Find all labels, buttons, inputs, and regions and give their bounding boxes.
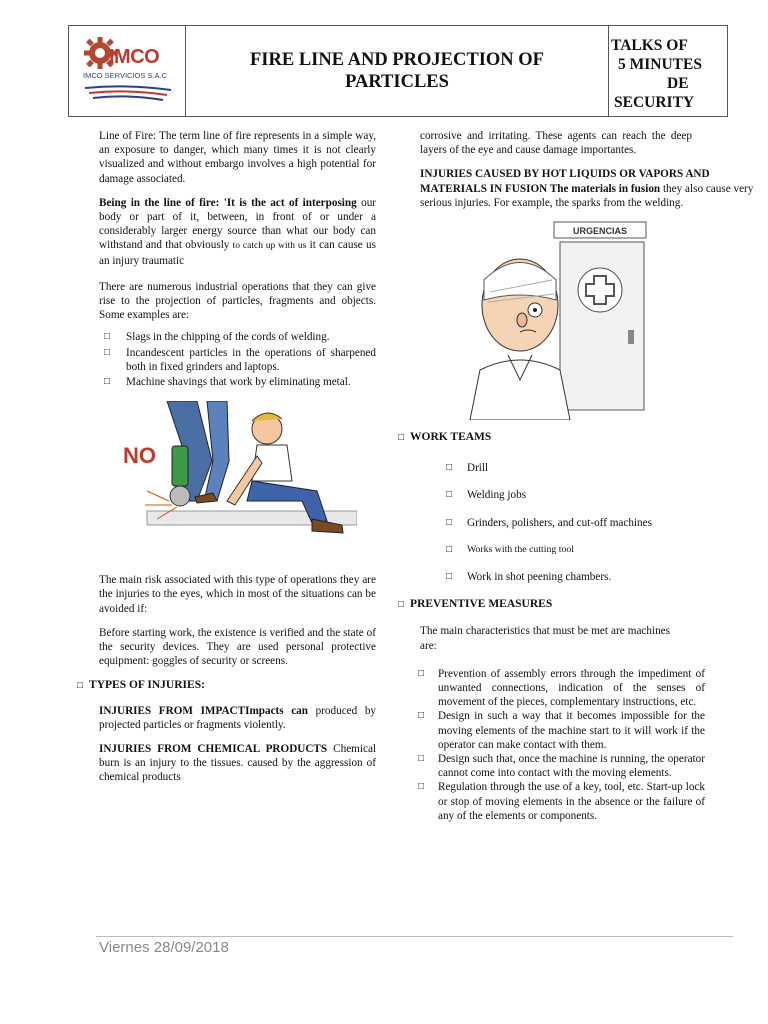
bullet-icon: □ (398, 599, 405, 611)
paragraph-line-of-fire: Line of Fire: The term line of fire represents in a simple way, an exposure to danger, which many times it is not clearly visualized and without embargo involves a high potential for damage associated. (99, 130, 376, 185)
list-item: □ Welding jobs (446, 489, 527, 502)
impact-bold: INJURIES FROM IMPACTImpacts can (99, 704, 309, 717)
bullet-icon: □ (446, 571, 453, 583)
list-item: □ Prevention of assembly errors through the impediment of unwanted connections, indication of the senses of movement of the pieces, complementary instructions, etc. (418, 667, 705, 709)
injured-man-illustration (460, 220, 650, 420)
logo-subtitle: IMCO SERVICIOS S.A.C (83, 71, 168, 80)
hot-liquids-bold: INJURIES CAUSED BY HOT LIQUIDS OR VAPORS AND MATERIALS IN FUSION The materials in fusion (420, 168, 710, 195)
bullet-icon: □ (104, 331, 111, 343)
list-item: □ Incandescent particles in the operations of sharpened both in fixed grinders and laptops. (104, 346, 376, 373)
list-item: □ Works with the cutting tool (420, 543, 762, 557)
footer-divider (96, 936, 733, 937)
talks-cell (609, 26, 727, 116)
bullet-icon: □ (418, 667, 425, 679)
logo-swoosh-icon (83, 82, 173, 102)
list-item: □ Machine shavings that work by eliminating metal. (104, 376, 351, 389)
hot-liquids-text: they also cause very serious injuries. For example, the sparks from the welding. (420, 182, 754, 209)
paragraph-chemical (99, 742, 376, 785)
list-item: □ Work in shot peening chambers. (446, 571, 612, 584)
right-column (398, 129, 762, 823)
work-teams-heading: □ WORK TEAMS (398, 431, 492, 444)
talks-line-3: DE (667, 75, 689, 92)
left-column (77, 129, 377, 793)
being-in-line-bold: Being in the line of fire: 'It is the act of interposing (99, 196, 357, 209)
talks-line-4: SECURITY (614, 94, 695, 111)
being-in-line-end: it can cause us an injury traumatic (99, 239, 376, 267)
paragraph-operations: There are numerous industrial operations that they can give rise to the projection of particles, fragments and objects. Some examples are: (99, 280, 376, 322)
impact-text: produced by projected particles or fragments violently. (99, 704, 377, 731)
list-item: □ Grinders, polishers, and cut-off machines (446, 516, 652, 529)
bullet-icon: □ (398, 432, 405, 444)
chemical-bold: INJURIES FROM CHEMICAL PRODUCTS (99, 743, 328, 756)
talks-line-1: TALKS OF (611, 37, 688, 54)
paragraph-main-risk: The main risk associated with this type of operations they are the injuries to the eyes, which in most of the situations can be avoided if: (99, 574, 376, 615)
bullet-icon: □ (418, 781, 425, 793)
preventive-list (420, 667, 705, 823)
being-in-line-text: our body or part of it, between, in front of or under a considerably larger energy source than what our body can withstand and that obviously (99, 196, 377, 252)
chemical-text: Chemical burn is an injury to the tissues. caused by the aggression of chemical products (99, 743, 377, 784)
door-sign-label: URGENCIAS (572, 226, 628, 237)
grinding-worker-image (117, 401, 357, 561)
document-header (68, 25, 728, 117)
paragraph-hot-liquids (420, 167, 762, 210)
no-label: NO (123, 443, 156, 469)
bullet-icon: □ (104, 376, 111, 388)
list-item: □ Design in such a way that it becomes impossible for the moving elements of the machine start to it will work if the operator can make contact with them. (418, 710, 705, 751)
document-title: FIRE LINE AND PROJECTION OF PARTICLES (250, 50, 544, 92)
bullet-icon: □ (446, 516, 453, 528)
grinding-illustration (117, 401, 357, 561)
types-of-injuries-heading: □ TYPES OF INJURIES: (77, 679, 205, 692)
bullet-icon: □ (418, 710, 425, 722)
bullet-icon: □ (104, 346, 111, 358)
bullet-icon: □ (446, 462, 453, 474)
bullet-icon: □ (77, 680, 84, 692)
preventive-measures-heading: □ PREVENTIVE MEASURES (398, 598, 553, 611)
talks-line-2: 5 MINUTES (618, 56, 702, 73)
list-item: □ Drill (446, 462, 489, 475)
paragraph-being-in-line (99, 196, 376, 268)
bullet-icon: □ (418, 753, 425, 765)
being-in-line-small: to catch up with us (232, 241, 307, 252)
paragraph-corrosive: corrosive and irritating. These agents can reach the deep layers of the eye and cause damage importantes. (420, 130, 692, 157)
footer-date: Viernes 28/09/2018 (99, 939, 229, 956)
work-teams-list (420, 461, 762, 584)
bullet-icon: □ (446, 543, 453, 555)
list-item: □ Regulation through the use of a key, tool, etc. Start-up lock or stop of moving elements in the absence or the failure of any of the elements or components. (418, 781, 705, 822)
paragraph-preventive-intro: The main characteristics that must be met are machines are: (420, 625, 670, 652)
paragraph-impact (99, 704, 376, 732)
examples-list (99, 330, 376, 389)
title-cell (186, 26, 609, 116)
logo-wordmark: IMCO (109, 46, 160, 68)
list-item: □ Design such that, once the machine is running, the operator cannot come into contact with the moving elements. (418, 753, 705, 780)
company-logo (69, 26, 186, 116)
list-item: □ Slags in the chipping of the cords of welding. (104, 331, 330, 344)
injured-man-image (460, 220, 650, 420)
bullet-icon: □ (446, 489, 453, 501)
paragraph-before-starting: Before starting work, the existence is verified and the state of the security devices. They are used personal protective equipment: goggles of security or screens. (99, 626, 376, 668)
